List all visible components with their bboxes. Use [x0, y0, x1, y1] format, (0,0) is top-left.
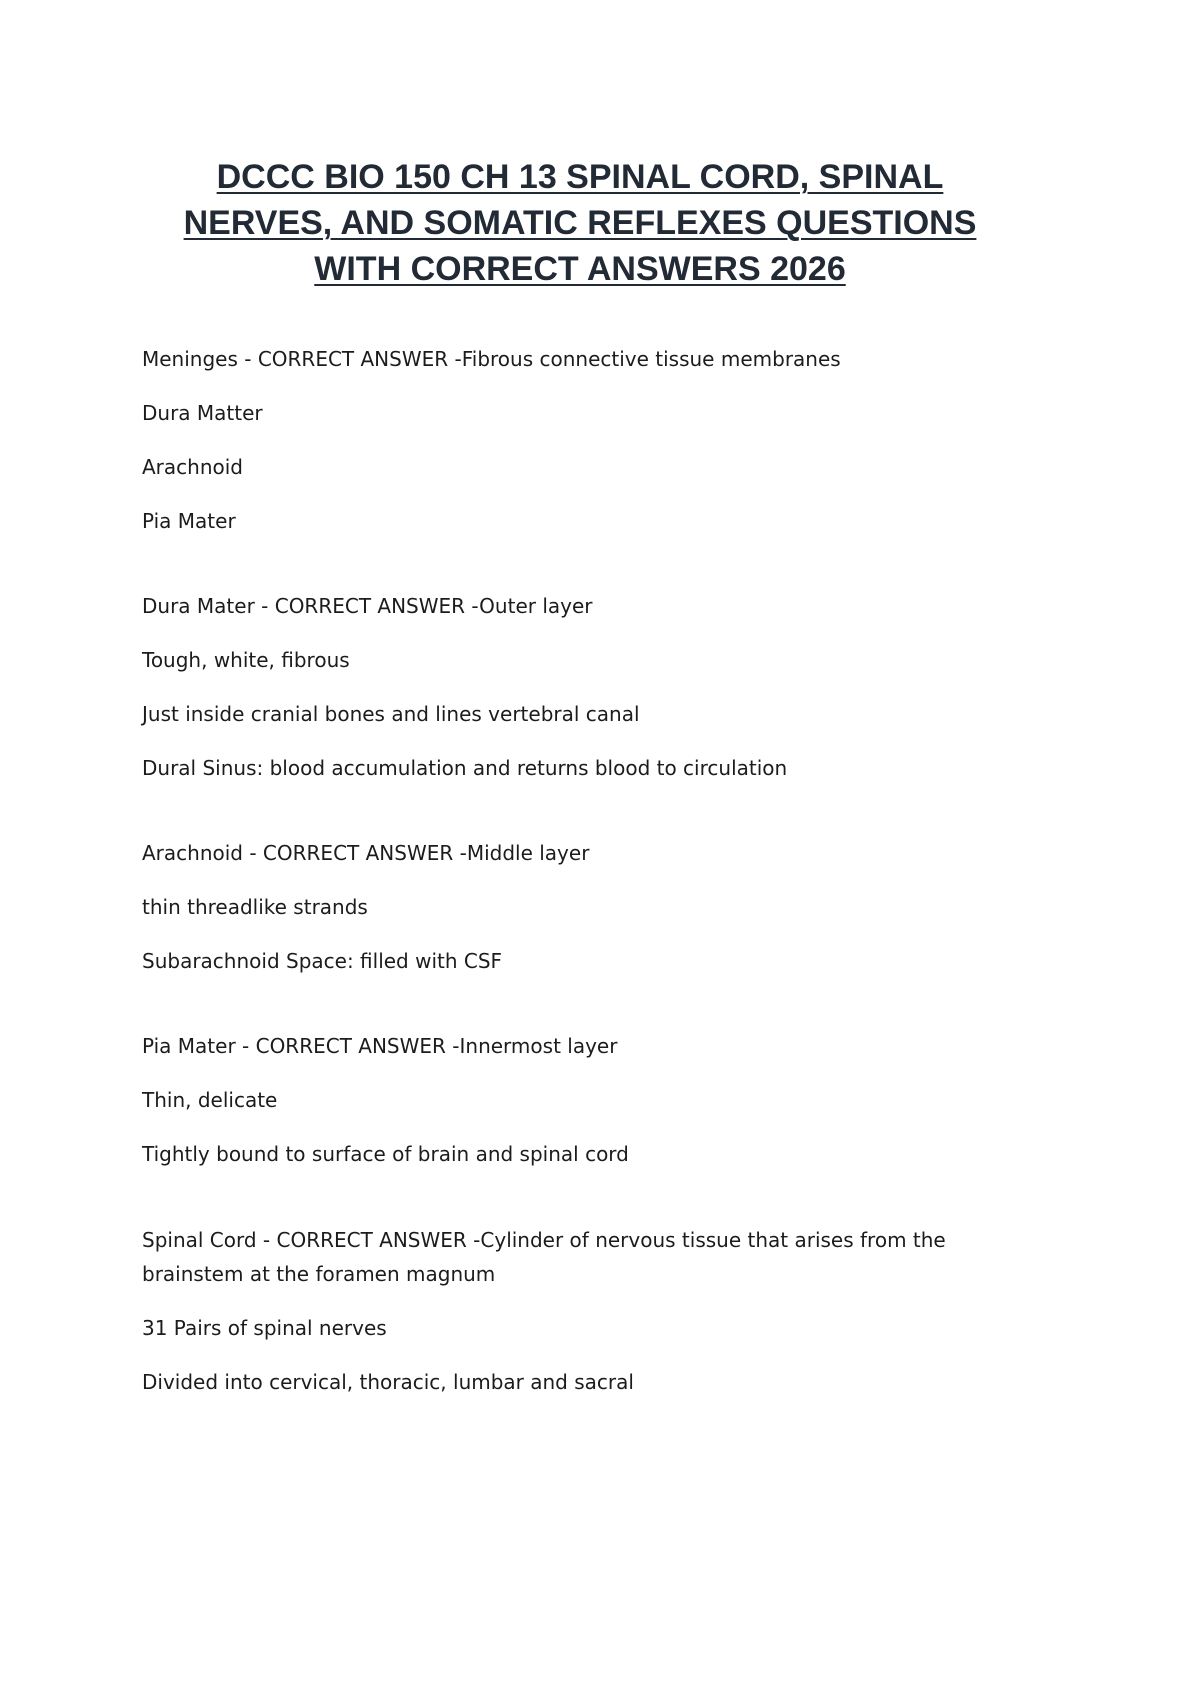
entry-detail-line: Dura Matter	[142, 401, 263, 425]
entry-detail-line: 31 Pairs of spinal nerves	[142, 1316, 387, 1340]
entry-detail-line: thin threadlike strands	[142, 895, 368, 919]
entry-detail-line: Tough, white, fibrous	[142, 648, 350, 672]
entry-detail-line: Tightly bound to surface of brain and spinal cord	[142, 1142, 629, 1166]
entry-detail-line: Divided into cervical, thoracic, lumbar and sacral	[142, 1370, 634, 1394]
document-body	[142, 343, 1042, 1451]
entry-detail-line: Arachnoid	[142, 455, 243, 479]
entry-arachnoid	[142, 837, 1042, 978]
entry-detail-line: Pia Mater	[142, 509, 236, 533]
entry-question-answer: Pia Mater - CORRECT ANSWER -Innermost layer	[142, 1034, 618, 1058]
entry-meninges	[142, 343, 1042, 538]
entry-detail-line: Just inside cranial bones and lines vertebral canal	[142, 702, 640, 726]
entry-detail-line: Subarachnoid Space: filled with CSF	[142, 949, 503, 973]
entry-question-answer: Arachnoid - CORRECT ANSWER -Middle layer	[142, 841, 590, 865]
entry-spinal-cord	[142, 1223, 1042, 1399]
title-line-1: DCCC BIO 150 CH 13 SPINAL CORD, SPINAL	[216, 158, 944, 196]
entry-question-answer: Dura Mater - CORRECT ANSWER -Outer layer	[142, 594, 593, 618]
entry-question-answer: Meninges - CORRECT ANSWER -Fibrous connective tissue membranes	[142, 347, 841, 371]
title-line-2: NERVES, AND SOMATIC REFLEXES QUESTIONS	[183, 204, 977, 242]
entry-detail-line: Dural Sinus: blood accumulation and returns blood to circulation	[142, 756, 788, 780]
entry-dura-mater	[142, 590, 1042, 785]
document-title	[130, 154, 1030, 292]
entry-question-answer: Spinal Cord - CORRECT ANSWER -Cylinder of nervous tissue that arises from the brainstem at the foramen magnum	[142, 1228, 946, 1286]
entry-pia-mater	[142, 1030, 1042, 1171]
entry-detail-line: Thin, delicate	[142, 1088, 278, 1112]
title-line-3: WITH CORRECT ANSWERS 2026	[314, 250, 846, 288]
